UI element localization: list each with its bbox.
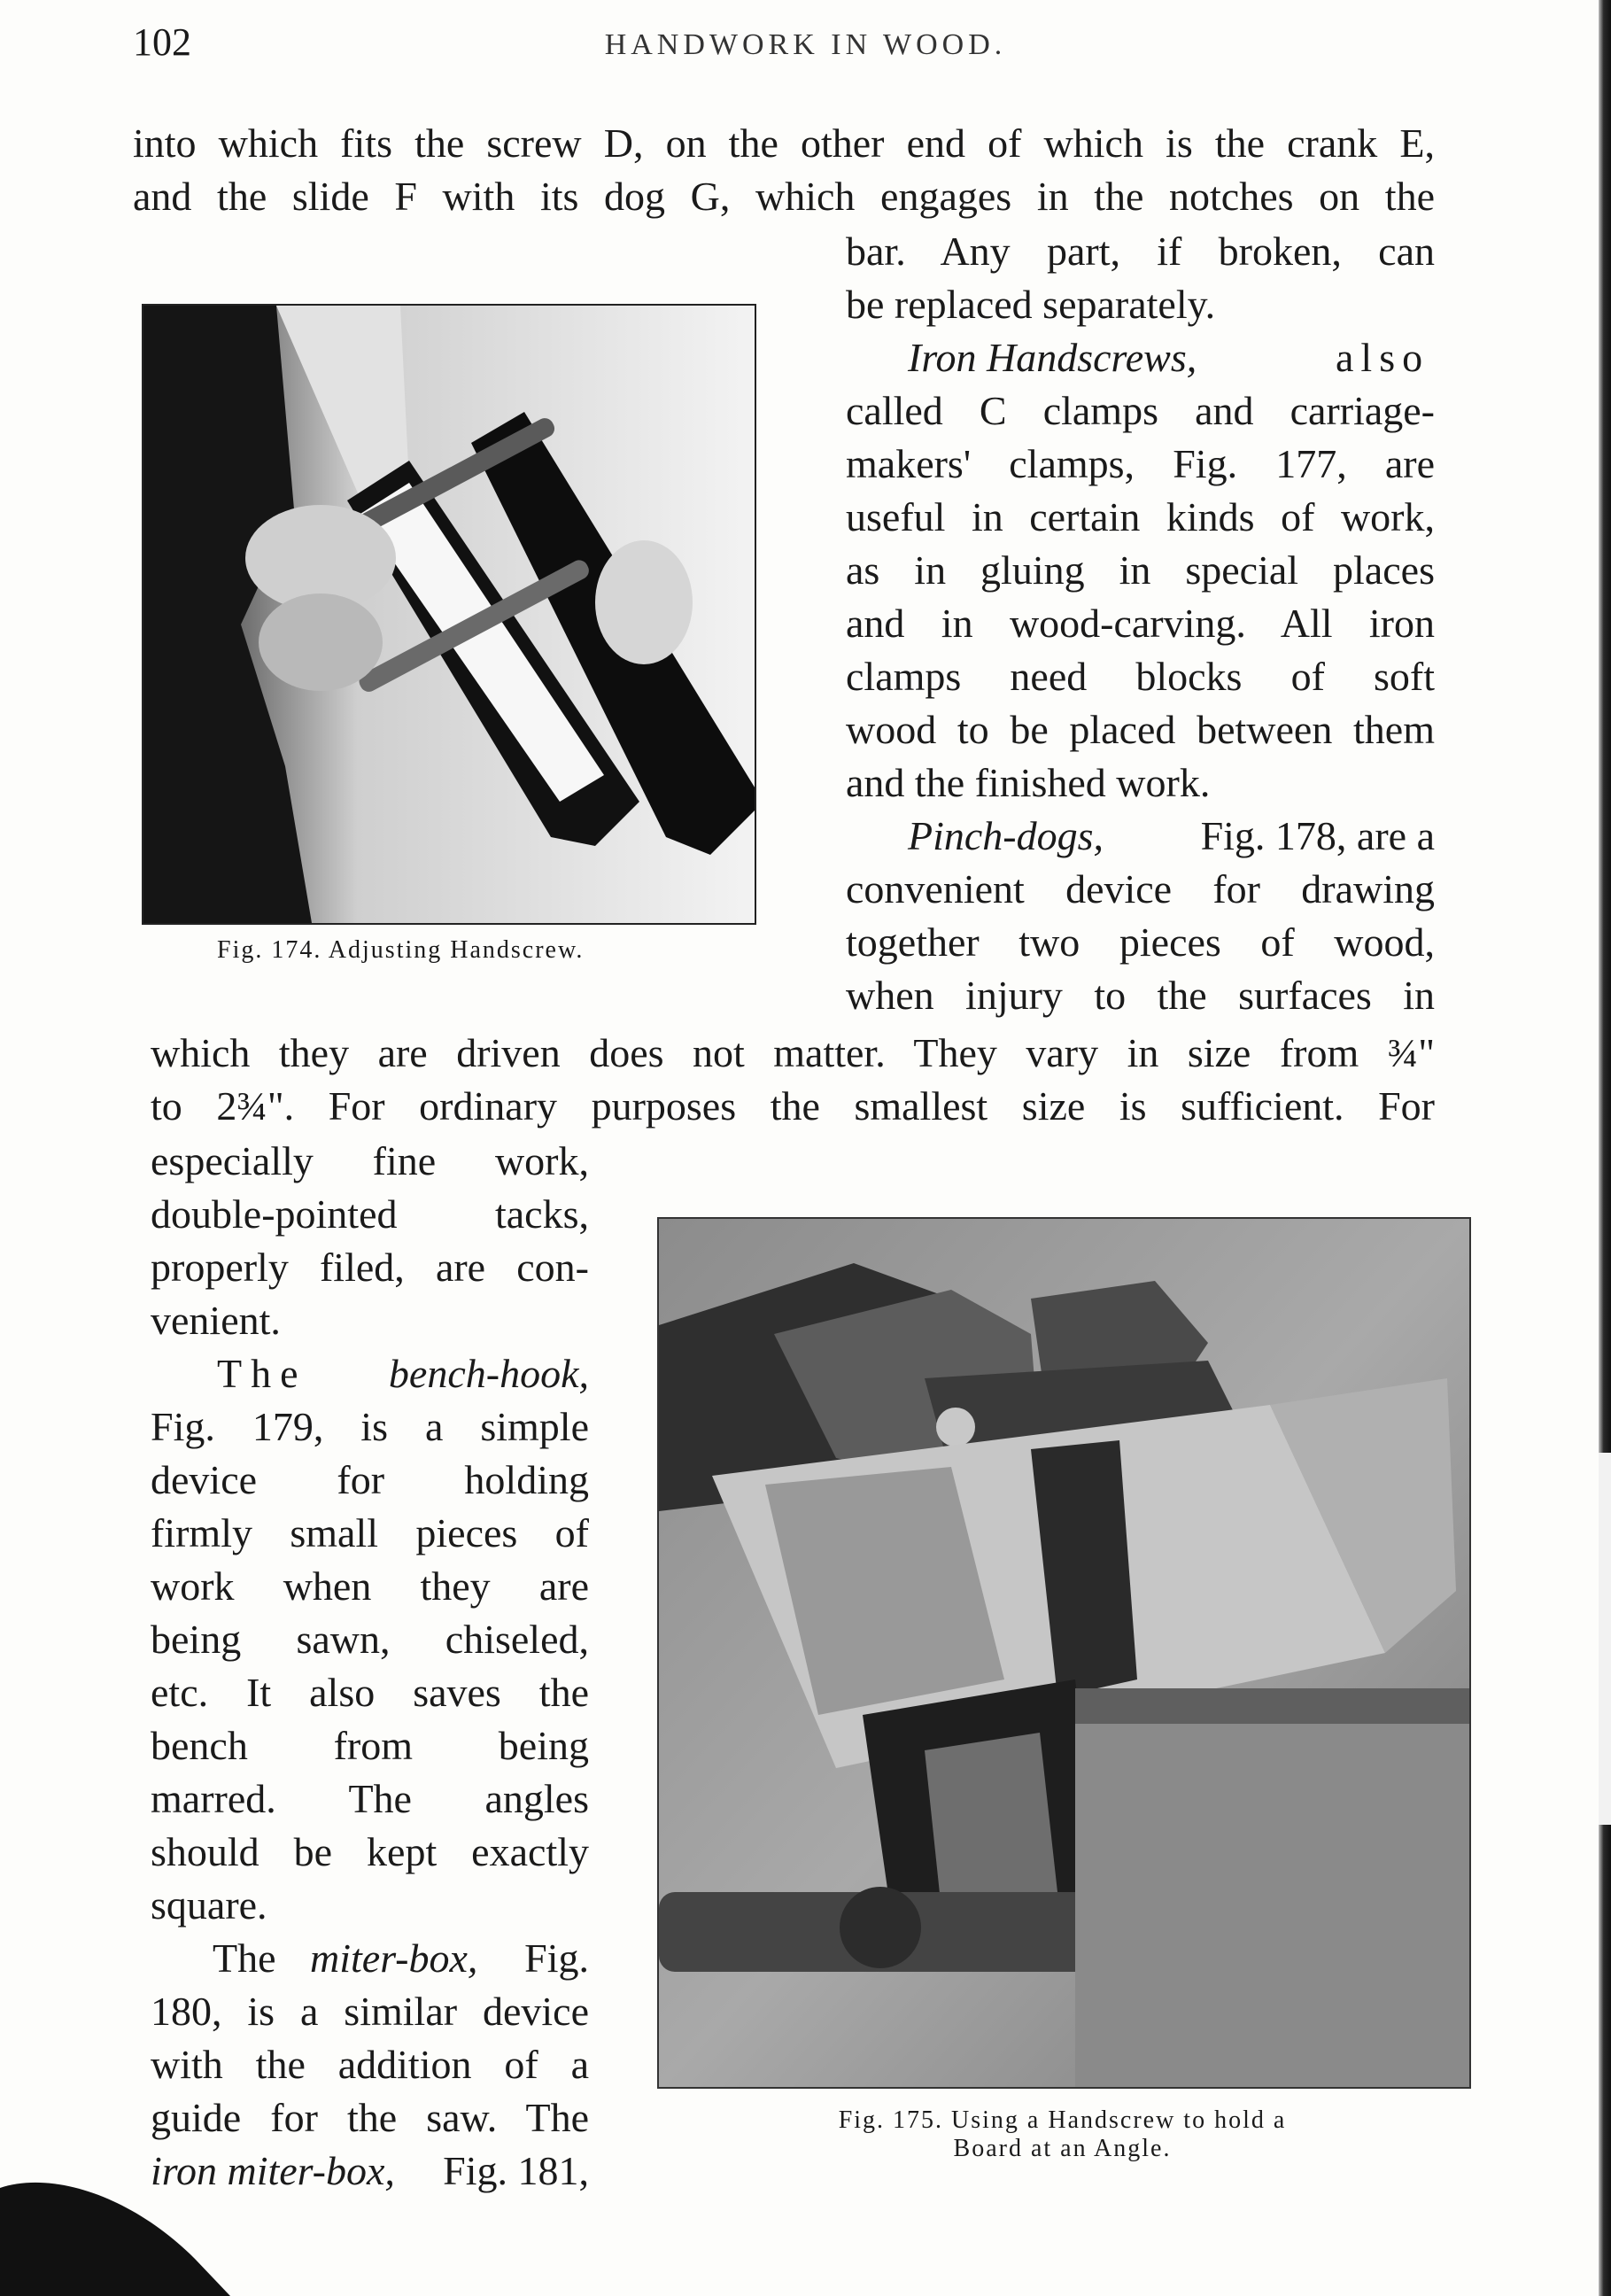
body-line: etc. It also saves the <box>151 1670 589 1715</box>
italic-term: bench-hook, <box>388 1351 589 1396</box>
body-line: called C clamps and carriage- <box>846 388 1435 433</box>
body-line: together two pieces of wood, <box>846 919 1435 965</box>
body-line: should be kept exactly <box>151 1829 589 1874</box>
figure-174-photo <box>142 304 756 925</box>
body-line: wood to be placed between them <box>846 707 1435 752</box>
body-line: as in gluing in special places <box>846 547 1435 593</box>
body-line: and the slide F with its dog G, which engages in the notches on the <box>133 174 1435 219</box>
term-miter-box <box>310 1933 477 1984</box>
body-line: Fig. 178, are a <box>1200 813 1435 858</box>
body-line: into which fits the screw D, on the other end of which is the crank E, <box>133 120 1435 166</box>
body-line: 180, is a similar device <box>151 1989 589 2034</box>
body-line: Fig. <box>524 1935 589 1981</box>
body-line: and the finished work. <box>846 760 1211 805</box>
body-line: makers' clamps, Fig. 177, are <box>846 441 1435 486</box>
vise-hub <box>840 1887 921 1968</box>
body-line: especially fine work, <box>151 1138 589 1183</box>
body-line: and in wood-carving. All iron <box>846 601 1435 646</box>
running-head: HANDWORK IN WOOD. <box>604 28 1007 61</box>
body-line: also <box>1336 335 1430 380</box>
body-line: being sawn, chiseled, <box>151 1617 589 1662</box>
italic-term: miter-box, <box>310 1935 478 1981</box>
handscrew-photo-illustration <box>143 306 755 923</box>
body-line: Fig. 179, is a simple <box>151 1404 589 1449</box>
body-line: Fig. 181, <box>443 2148 589 2193</box>
body-line: to 2¾". For ordinary purposes the smallest size is sufficient. For <box>151 1083 1435 1129</box>
thumb-shape <box>0 2183 230 2296</box>
body-line: square. <box>151 1882 267 1928</box>
right-hand <box>595 540 693 664</box>
figure-174-caption: Fig. 174. Adjusting Handscrew. <box>217 936 585 964</box>
italic-term: iron miter-box, <box>151 2148 395 2193</box>
body-line: device for holding <box>151 1457 589 1502</box>
body-line: be replaced separately. <box>846 282 1216 327</box>
term-pinch-dogs <box>908 811 1104 862</box>
body-line: with the addition of a <box>151 2042 589 2087</box>
italic-term: Iron Handscrews, <box>908 335 1197 380</box>
body-line: The <box>213 1935 276 1981</box>
italic-term: Pinch-dogs, <box>908 813 1104 858</box>
body-line: work when they are <box>151 1563 589 1609</box>
figure-175-caption <box>657 2106 1468 2163</box>
left-fingers <box>259 593 383 691</box>
body-line: The <box>217 1351 307 1396</box>
figure-175-caption-line-2: Board at an Angle. <box>953 2135 1172 2162</box>
body-line: bench from being <box>151 1723 589 1768</box>
body-line: guide for the saw. The <box>151 2095 589 2140</box>
page-number: 102 <box>133 20 191 64</box>
bench-top <box>1075 1688 1469 1724</box>
body-line: double-pointed tacks, <box>151 1191 589 1237</box>
figure-175-photo <box>657 1217 1471 2089</box>
plane-knob <box>936 1408 975 1447</box>
body-line: useful in certain kinds of work, <box>846 494 1435 539</box>
vise-ornament <box>925 1733 1057 1919</box>
bench <box>1075 1706 1469 2087</box>
page-binding-edge <box>1599 0 1611 2296</box>
vise-plane-photo-illustration <box>659 1219 1469 2087</box>
body-line: convenient device for drawing <box>846 866 1435 911</box>
term-bench-hook <box>372 1348 589 1400</box>
body-line: which they are driven does not matter. They vary in size from ¾" <box>151 1030 1435 1075</box>
figure-175-caption-line-1: Fig. 175. Using a Handscrew to hold a <box>838 2106 1287 2134</box>
body-line: firmly small pieces of <box>151 1510 589 1555</box>
term-iron-handscrews <box>908 332 1197 384</box>
body-line: marred. The angles <box>151 1776 589 1821</box>
body-line: clamps need blocks of soft <box>846 654 1435 699</box>
body-line: bar. Any part, if broken, can <box>846 229 1435 274</box>
body-line: venient. <box>151 1298 281 1343</box>
scanner-thumb-shadow <box>0 2161 248 2296</box>
binding-highlight <box>1599 1453 1611 1825</box>
body-line: when injury to the surfaces in <box>846 973 1435 1018</box>
body-line: properly filed, are con- <box>151 1245 589 1290</box>
